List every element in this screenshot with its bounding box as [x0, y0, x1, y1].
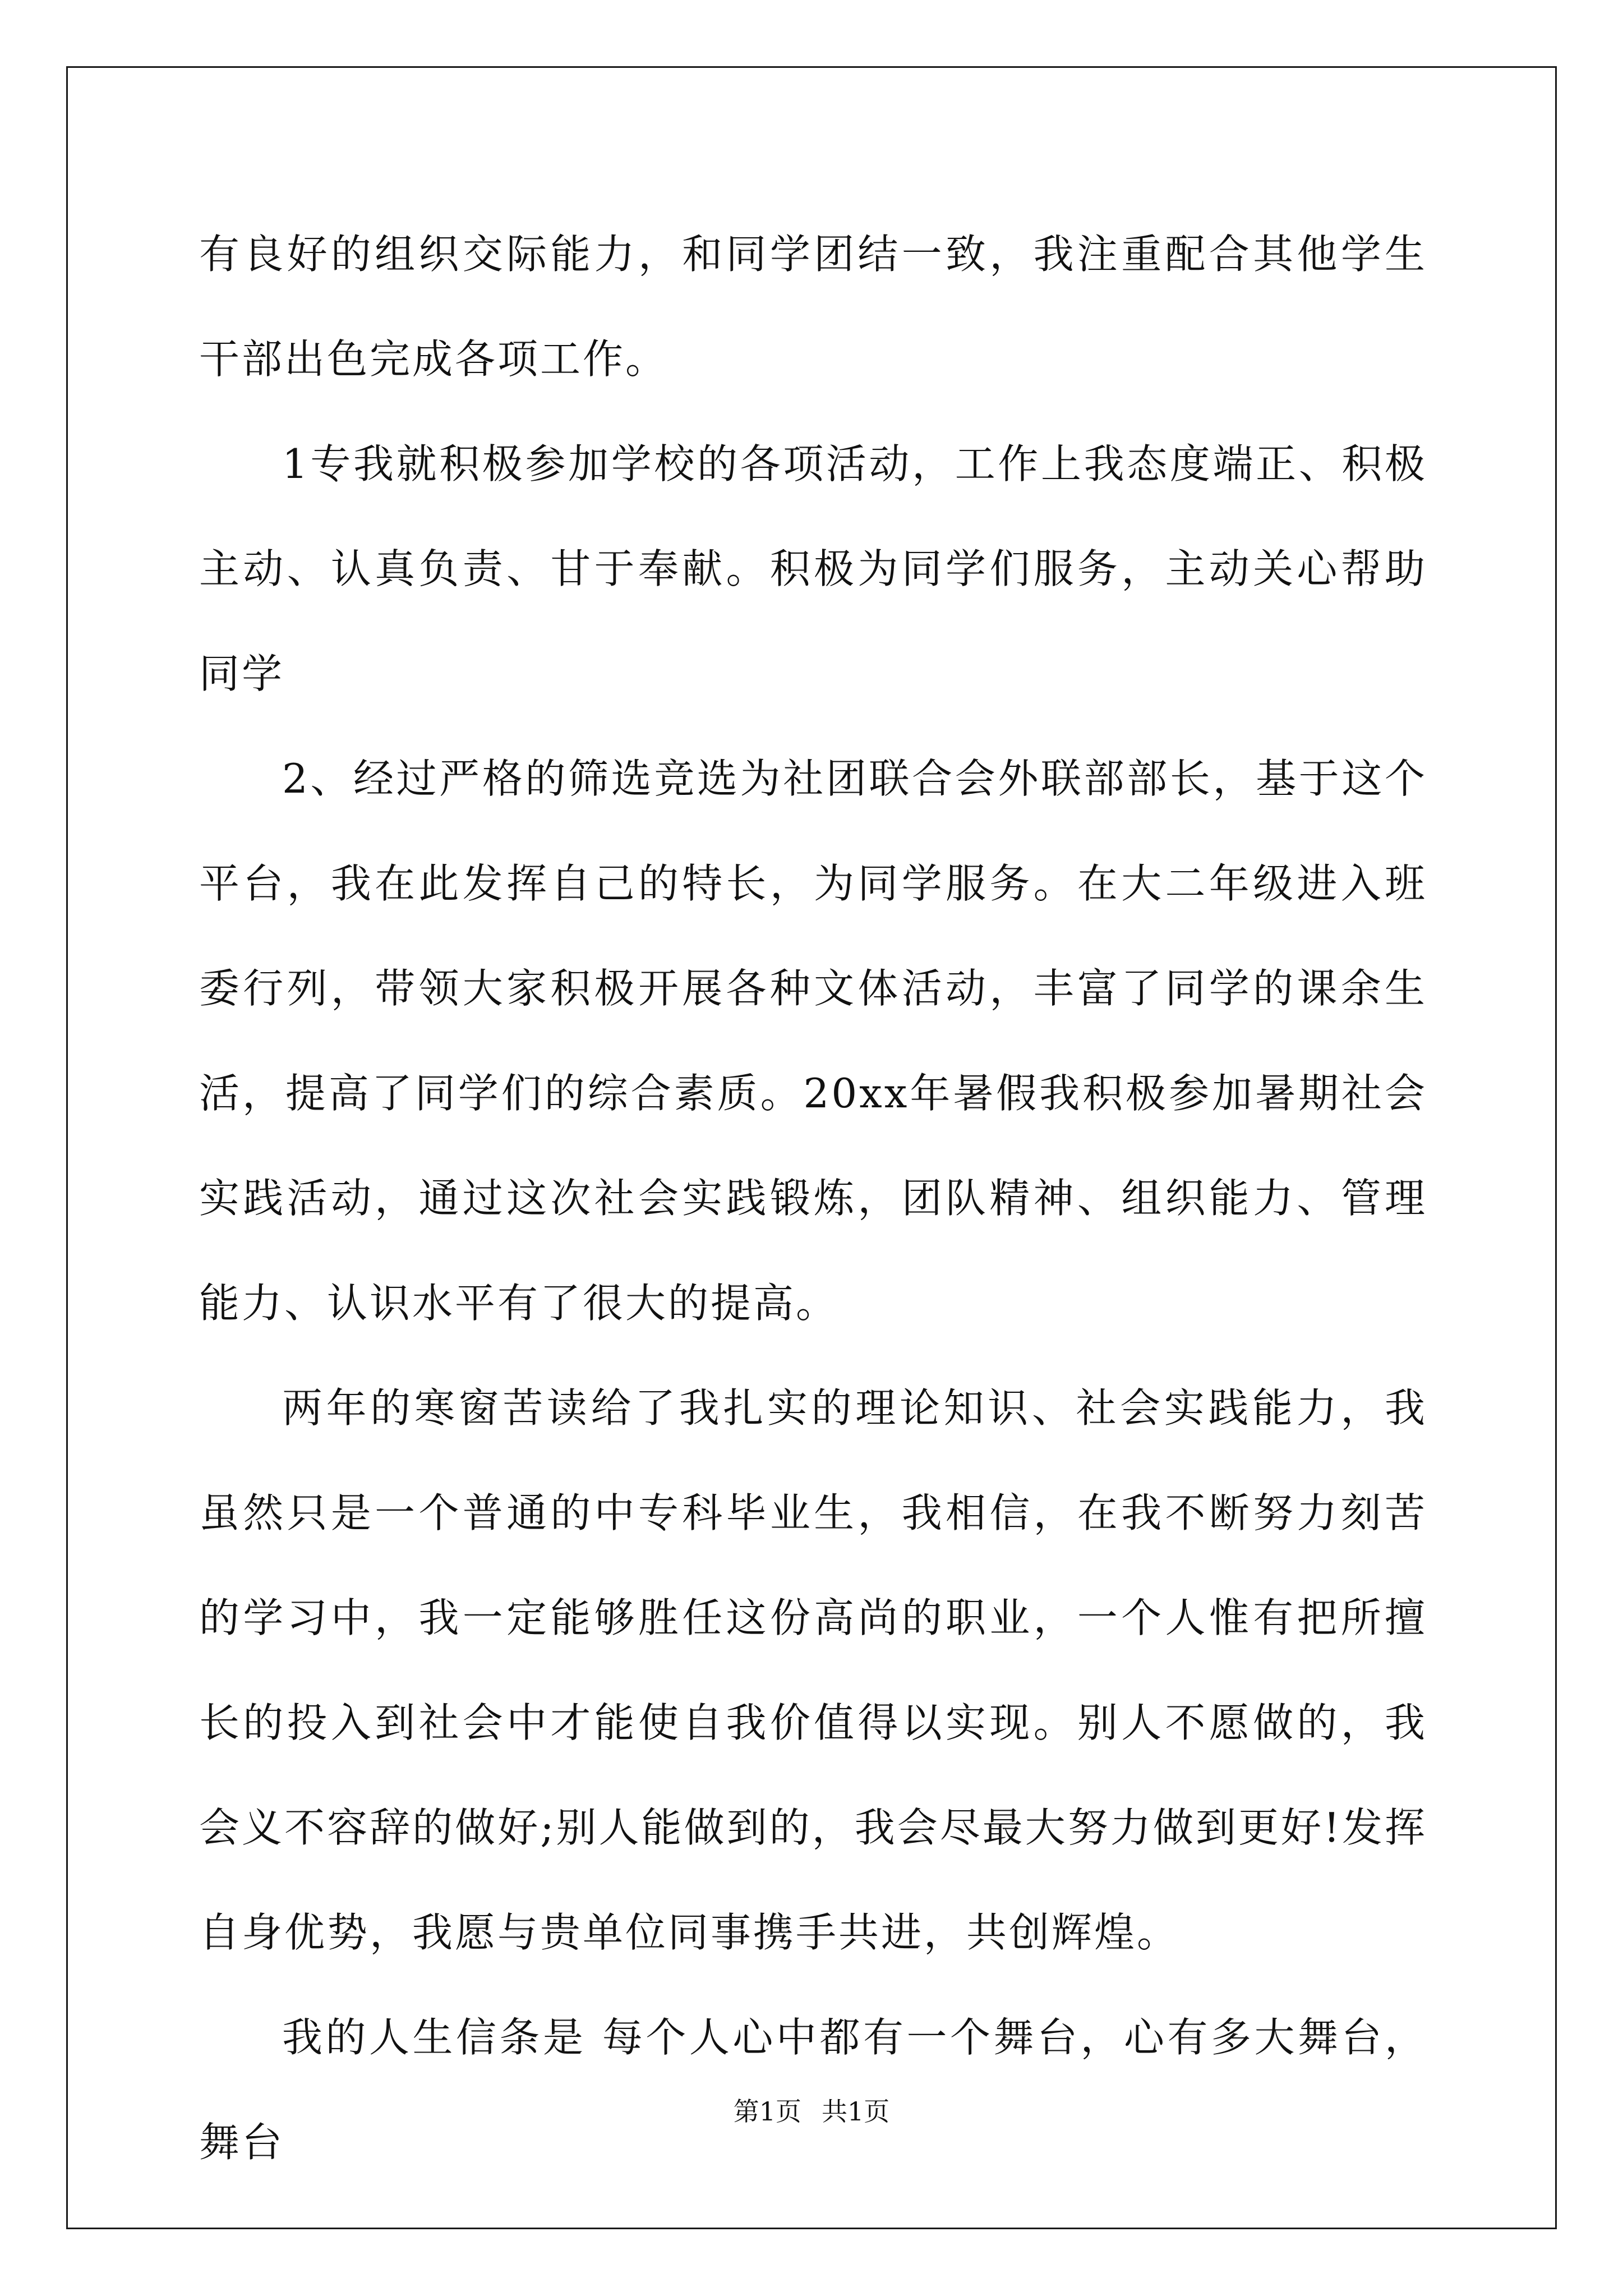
paragraph-5: 我的人生信条是 每个人心中都有一个舞台，心有多大舞台，舞台 — [199, 2014, 1427, 2166]
page-total: 共1页 — [822, 2096, 890, 2127]
paragraph-4: 两年的寒窗苦读给了我扎实的理论知识、社会实践能力，我虽然只是一个普通的中专科毕业生，我相信，在我不断努力刻苦的学习中，我一定能够胜任这份高尚的职业，一个人惟有把所擅长的投入到社会中才能使自我价值得以实现。别人不愿做的，我会义不容辞的做好;别人能做到的，我会尽最大努力做到更好!发挥自身优势，我愿与贵单位同事携手共进，共创辉煌。 — [199, 1384, 1427, 1956]
document-body — [199, 202, 1427, 2195]
paragraph-3: 2、经过严格的筛选竞选为社团联合会外联部部长，基于这个平台，我在此发挥自己的特长，为同学服务。在大二年级进入班委行列，带领大家积极开展各种文体活动，丰富了同学的课余生活，提高了同学们的综合素质。20xx年暑假我积极参加暑期社会实践活动，通过这次社会实践锻炼，团队精神、组织能力、管理能力、认识水平有了很大的提高。 — [199, 755, 1427, 1327]
page-footer — [0, 2091, 1623, 2128]
page-number: 第1页 — [733, 2096, 801, 2127]
paragraph-1: 有良好的组织交际能力，和同学团结一致，我注重配合其他学生干部出色完成各项工作。 — [199, 231, 1427, 383]
paragraph-2: 1专我就积极参加学校的各项活动，工作上我态度端正、积极主动、认真负责、甘于奉献。积极为同学们服务，主动关心帮助同学 — [199, 440, 1427, 697]
